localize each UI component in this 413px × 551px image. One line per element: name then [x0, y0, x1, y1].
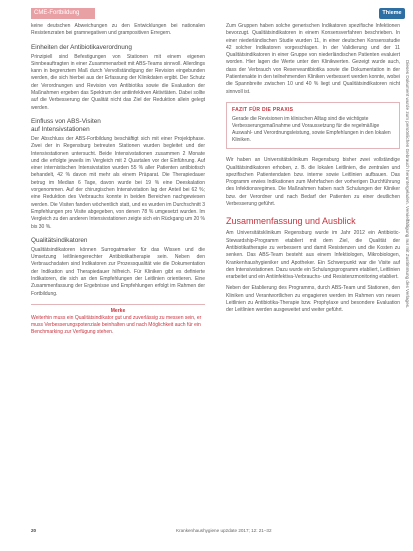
paragraph: Wir haben an Universitätsklinikum Regensburg bisher zwei vollständige Qualitätsindikatoren erhoben, z. B. die lokalen Leitlinien, die zentralen und spezifischen Patientendaten bzw. interne sowie Leitlinien aufbauen. Das Programm erwies Indikationen zum Mehrfachen der vorherigen Durchführung des Infektionsregimes. Die Maßnahmen haben nach Schulungen der Kliniker bzw. der Verordner und nach Bedarf der Patienten zu einer deutlichen Verbesserung geführt.: [226, 157, 400, 208]
page-number: 20: [31, 528, 37, 533]
right-column: [226, 23, 400, 319]
merke-title: Merke: [110, 307, 126, 314]
paragraph: Neben der Etablierung des Programms, durch ABS-Team und Stationen, den Kliniken und Verantwortlichen zu engagieren werden im Rahmen von neuen Leitlinien zu Antibiotika-Therapie bzw. Prophylaxe und besondere Evaluation der Leitlinien werden ausgeweitet und weiter geführt.: [226, 285, 400, 314]
journal-citation: Krankenhaushygiene up2date 2017; 12: 21–32: [176, 528, 272, 533]
subheading: Einheiten der Antibiotikaverordnung: [31, 43, 132, 51]
page-footer: [0, 528, 413, 540]
vertical-note-text: Dieses Dokument wurde zum persönlichen Gebrauch heruntergeladen. Vervielfältigung nur mit Zustimmung des Verlages.: [405, 60, 410, 309]
section-heading: Zusammenfassung und Ausblick: [226, 216, 356, 227]
practice-box-text: Gerade die Revisionen im klinischen Alltag sind die wichtigste Verbesserungsmaßnahme und Voraussetzung für die regelmäßige Auswahl- und Verordnungsleistung, sowie Empfehlungen in den lokalen Kliniken.: [232, 116, 391, 144]
vertical-copyright-note: [402, 60, 410, 520]
left-column: [31, 23, 205, 336]
paragraph: keine deutschen Abweichungen zu den Entwicklungen bei nationalen Resistenzraten bei gramnegativen und grampositiven Erregern.: [31, 23, 205, 37]
paragraph: Prinzipiell sind Befestigungen von Stationen mit einem eigenen Sinnbeauftragten in einer Zusammenarbeit mit ABS-Teams sinnvoll. Allerdings kann in begrenztem Maß durch Vervollständigung der Revision eingebunden werden, die sich hierbei aus der Erfassung der Klinikdaten ergibt. Der Schutz der Verordnungen und Revision von Antibiotika sowie die Evaluation der Maßnahmen ergeben das Spektrum der antiinfektiven Aktivitäten. Dabei sollte auf die Verbesserung der Qualität nicht das Ziel der Reduktion allein gelegt werden.: [31, 53, 205, 111]
merke-box: [31, 304, 205, 336]
subheading: Qualitätsindikatoren: [31, 236, 88, 244]
practice-box: [226, 102, 400, 149]
paragraph: Am Universitätsklinikum Regensburg wurde im Jahr 2012 ein Antibiotic-Stewardship-Programm etabliert mit dem Ziel, die Qualität der Antibiotikatherapie zu verbessern und damit Resistenzen und die Kosten zu senken. Das ABS-Team besteht aus einem Infektiologen, Mikrobiologen, Krankenhaushygieniker und Apotheker. Ein Schwerpunkt war die Visite auf den Intensivstationen. Dazu wurde ein Schulungsprogramm etabliert, Leitlinien erarbeitet und ein Antiinfektiva-Verbrauchs- und Resistenzmonitoring etabliert.: [226, 230, 400, 281]
paragraph: Qualitätsindikatoren können Surrogatmarker für das Wissen und die Umsetzung leitliniengerechter Antibiotikatherapie sein. Neben den Verbrauchsdaten sind Indikatoren zur Prozessqualität wie die Dokumentation der Indikation und Therapiedauer hilfreich. Für Kliniken gibt es definierte Indikatoren, die sich an den Empfehlungen der Leitlinien orientieren. Eine Zusammenfassung der Ergebnisse und Empfehlungen erfolgt im Rahmen der Fortbildung.: [31, 246, 205, 297]
paragraph: Zum Gruppen haben solche generischen Indikatoren spezifische Infektionen bevorzugt. Qualitätsindikatoren in einem Konsensverfahren beschrieben. In einer niederländischen Studie wurden 11, in einer deutschen Konsensstudie 42 solcher Indikatoren vorgeschlagen. In der Validierung und der 11 Qualitätsindikatoren in einer Gruppe von niederländischen Patienten evaluiert worden. Hier lagen die Werte unter den Klinikwerten. Gezeigt wurde auch, dass der Verbrauch von Reserveantibiotika sowie die Dokumentation in der Patientenakte in den teilnehmenden Kliniken verbessert werden konnte, wobei die Spannbreite zwischen 10 und 40 % liegt und Qualitätsindikatoren nicht sinnvoll ist.: [226, 23, 400, 95]
section-tag: CME-Fortbildung: [31, 8, 95, 19]
publisher-logo: Thieme: [379, 8, 405, 19]
subheading: [31, 118, 205, 134]
subheading-line: Einfluss von ABS-Visiten: [31, 117, 101, 125]
paragraph: Der Abschluss der ABS-Fortbildung beschäftigt sich mit einer Projektphase. Zwei der in Regensburg betreuten Stationen wurden begleitet und der Intensivstationen untersucht. Beide Intensivstationen zusammen 2 Monate und die erfolgte jeweils im Vergleich mit 2 Quartalen vor der Einführung. Auf einer internistischen Intensivstation wurden 55 % aller Patienten antibiotisch behandelt, 42 % davon mit mehr als einem Präparat. Die Therapiedauer betrug im Median 6 Tage, davon wurde bei 19 % eine Deeskalation vorgenommen. Auf der chirurgischen Intensivstation lag der Anteil bei 62 %; eine Reduktion des Verbrauchs konnte in beiden Bereichen nachgewiesen werden. Die Visiten fanden wöchentlich statt, und es wurden im Durchschnitt 3 Empfehlungen pro Visite abgegeben, von denen 78 % umgesetzt wurden. Im Vergleich zu den anderen Intensivstationen zeigte sich ein Rückgang um 20 % bis 30 %.: [31, 135, 205, 230]
merke-text: Weiterhin muss ein Qualitätsindikator gut und zuverlässig zu messen sein, er muss Verbesserungspotenziale beinhalten und nach Möglichkeit auch für ein Benchmarking zur Verfügung stehen.: [31, 315, 202, 336]
subheading-line: auf Intensivstationen: [31, 125, 90, 133]
practice-box-title: FAZIT FÜR DIE PRAXIS: [232, 106, 294, 113]
